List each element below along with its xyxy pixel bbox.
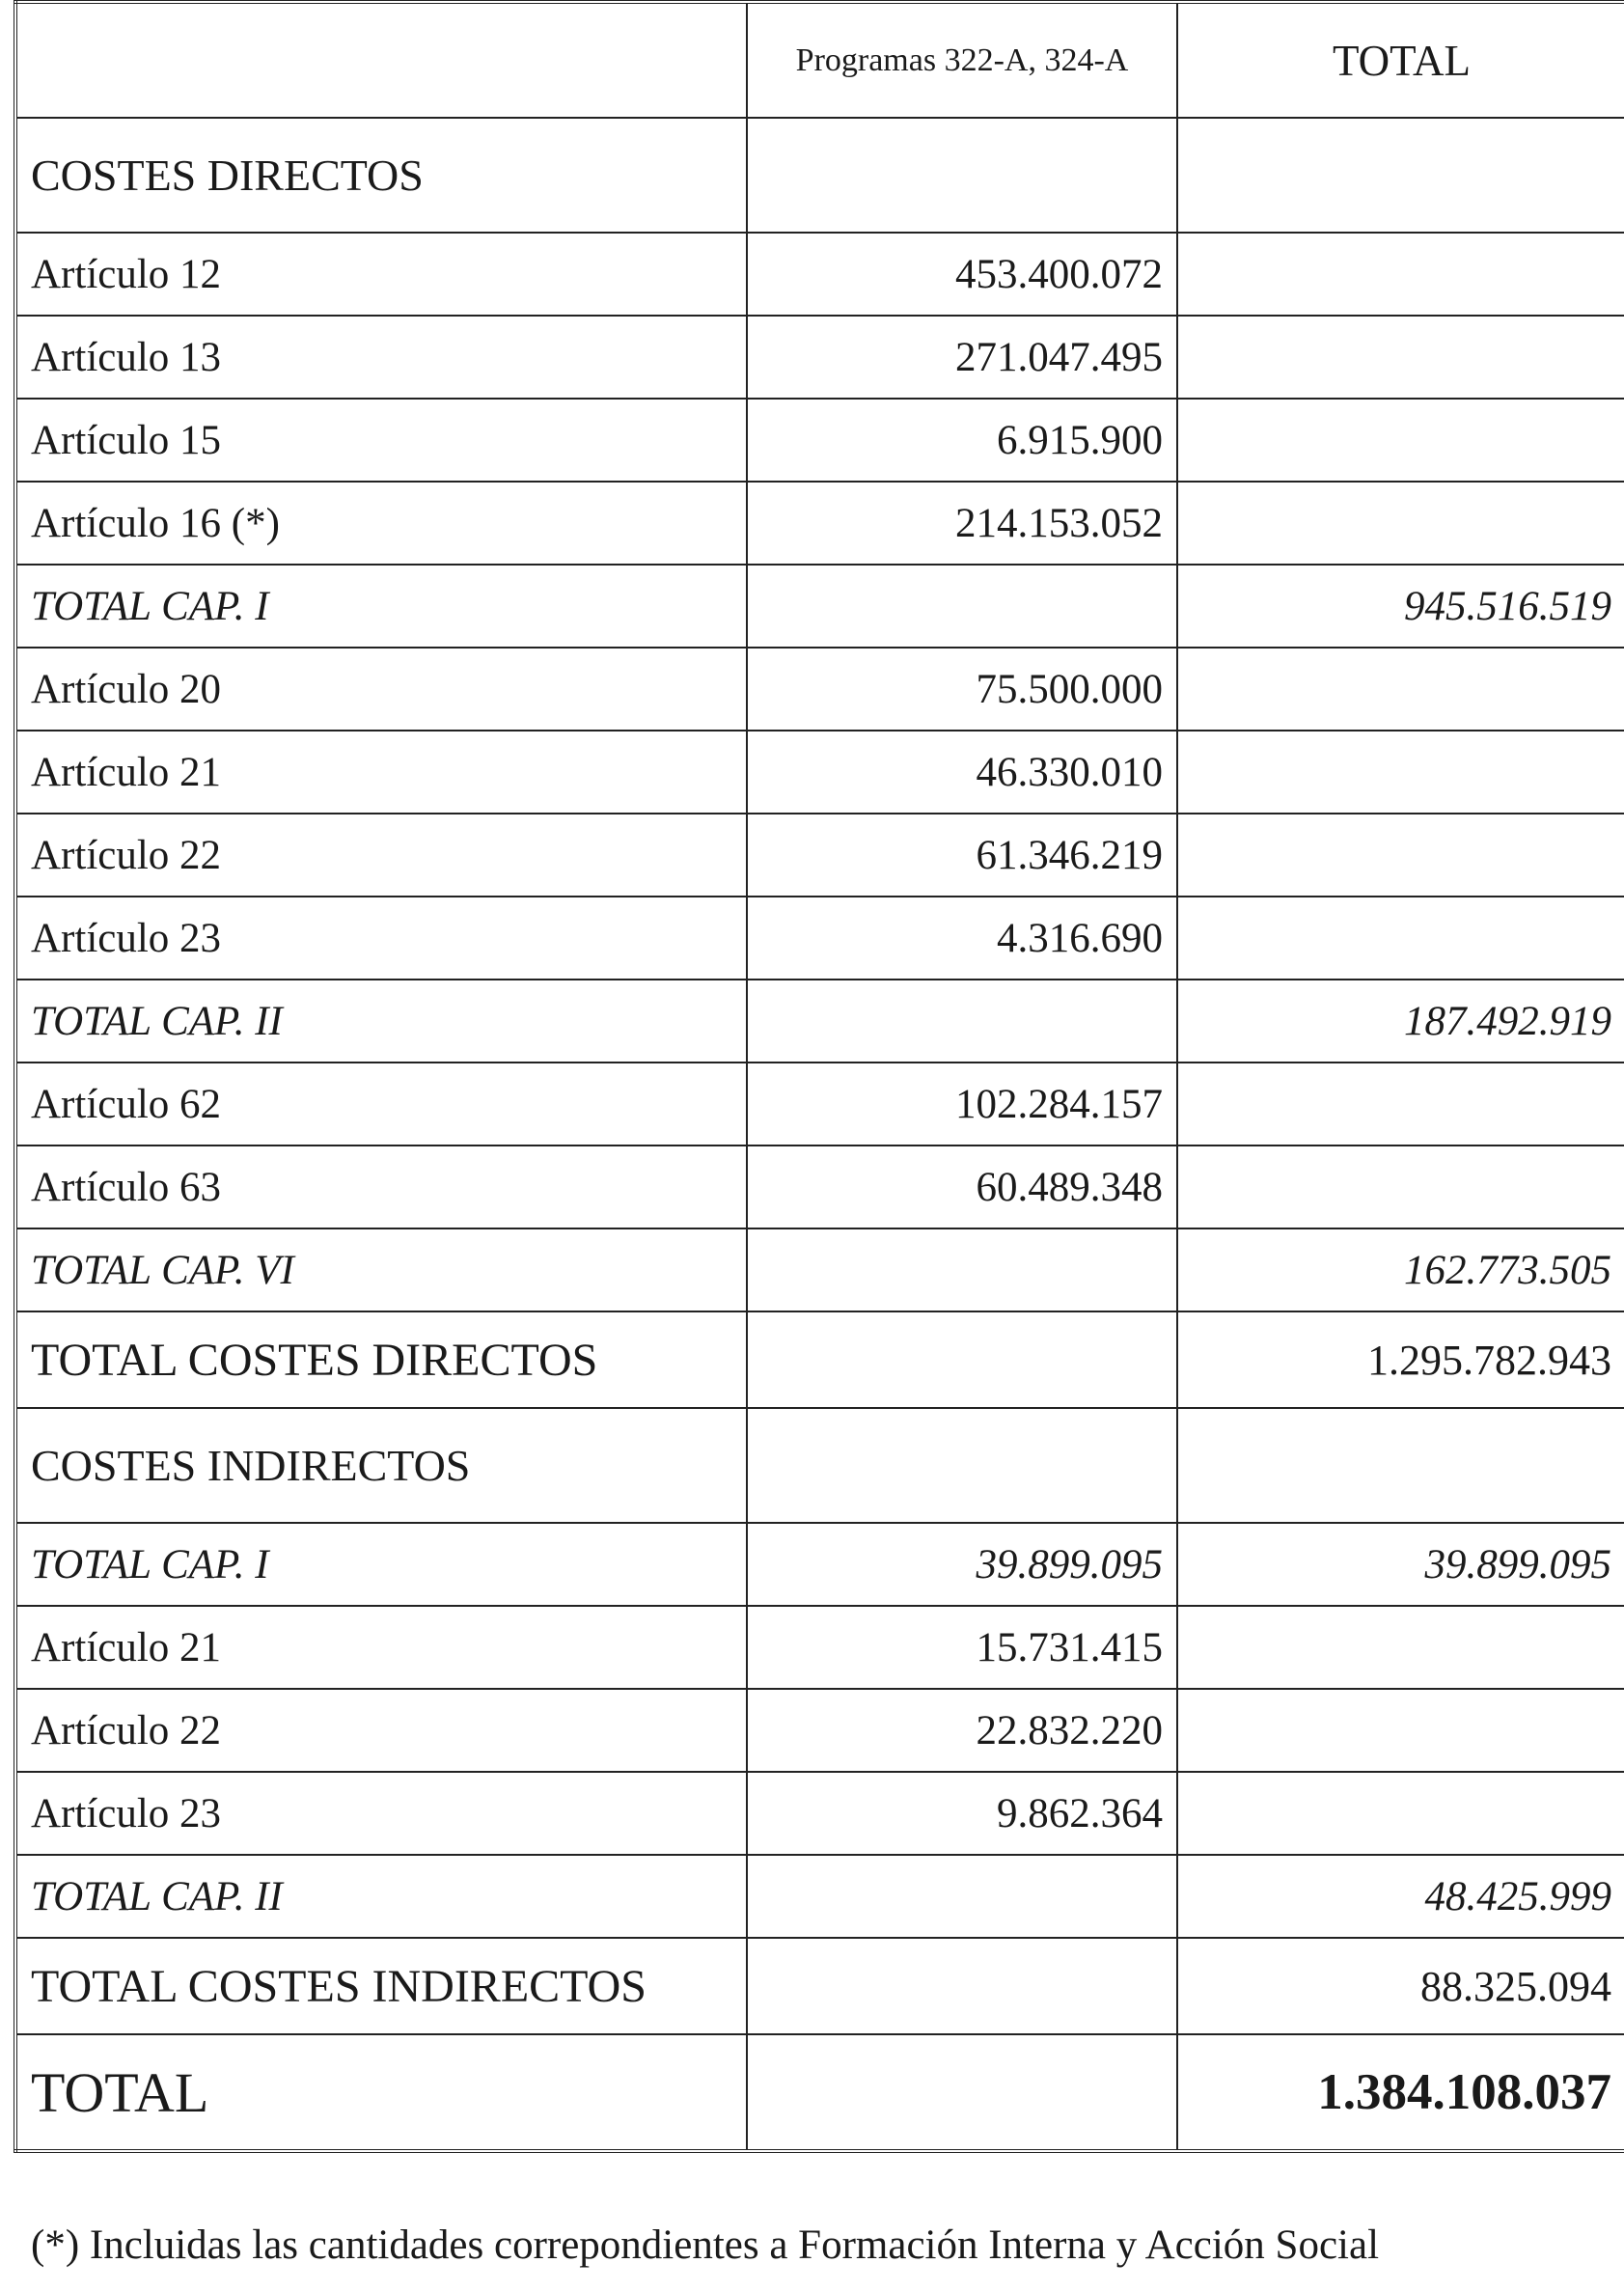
row-label: TOTAL CAP. I bbox=[15, 1523, 747, 1606]
row-label: Artículo 63 bbox=[15, 1146, 747, 1228]
row-label: Artículo 12 bbox=[15, 233, 747, 316]
table-row bbox=[15, 565, 1624, 648]
row-total-amount bbox=[1177, 1063, 1624, 1146]
table-row bbox=[15, 980, 1624, 1063]
row-program-amount bbox=[747, 1311, 1177, 1408]
row-total-amount bbox=[1177, 1689, 1624, 1772]
table-row bbox=[15, 731, 1624, 814]
row-total-amount: 945.516.519 bbox=[1177, 565, 1624, 648]
row-total-amount bbox=[1177, 399, 1624, 482]
table-row bbox=[15, 814, 1624, 897]
row-label: Artículo 22 bbox=[15, 1689, 747, 1772]
row-program-amount: 9.862.364 bbox=[747, 1772, 1177, 1855]
row-label: TOTAL CAP. II bbox=[15, 980, 747, 1063]
row-label: TOTAL COSTES DIRECTOS bbox=[15, 1311, 747, 1408]
header-concept bbox=[15, 2, 747, 118]
table-row bbox=[15, 897, 1624, 980]
table-row bbox=[15, 399, 1624, 482]
table-row bbox=[15, 1523, 1624, 1606]
row-label: TOTAL CAP. I bbox=[15, 565, 747, 648]
row-total-amount bbox=[1177, 118, 1624, 233]
table-body bbox=[15, 118, 1624, 2151]
row-program-amount: 214.153.052 bbox=[747, 482, 1177, 565]
row-label: Artículo 22 bbox=[15, 814, 747, 897]
row-total-amount bbox=[1177, 648, 1624, 731]
row-total-amount: 48.425.999 bbox=[1177, 1855, 1624, 1938]
row-program-amount: 271.047.495 bbox=[747, 316, 1177, 399]
row-program-amount: 39.899.095 bbox=[747, 1523, 1177, 1606]
table-row bbox=[15, 1772, 1624, 1855]
row-program-amount: 453.400.072 bbox=[747, 233, 1177, 316]
row-program-amount: 60.489.348 bbox=[747, 1146, 1177, 1228]
row-program-amount bbox=[747, 980, 1177, 1063]
table-row bbox=[15, 1408, 1624, 1523]
row-program-amount: 15.731.415 bbox=[747, 1606, 1177, 1689]
row-program-amount: 102.284.157 bbox=[747, 1063, 1177, 1146]
row-label: Artículo 23 bbox=[15, 897, 747, 980]
row-total-amount: 88.325.094 bbox=[1177, 1938, 1624, 2034]
row-label: Artículo 15 bbox=[15, 399, 747, 482]
row-label: TOTAL COSTES INDIRECTOS bbox=[15, 1938, 747, 2034]
table-row bbox=[15, 316, 1624, 399]
table-row bbox=[15, 1228, 1624, 1311]
row-label: Artículo 21 bbox=[15, 731, 747, 814]
row-program-amount: 46.330.010 bbox=[747, 731, 1177, 814]
table-header-row bbox=[15, 2, 1624, 118]
row-label: Artículo 62 bbox=[15, 1063, 747, 1146]
table-row bbox=[15, 482, 1624, 565]
row-program-amount bbox=[747, 118, 1177, 233]
row-program-amount bbox=[747, 1408, 1177, 1523]
row-label: TOTAL CAP. II bbox=[15, 1855, 747, 1938]
row-total-amount: 39.899.095 bbox=[1177, 1523, 1624, 1606]
row-label: Artículo 13 bbox=[15, 316, 747, 399]
table-row bbox=[15, 1063, 1624, 1146]
row-label: Artículo 20 bbox=[15, 648, 747, 731]
row-total-amount: 1.295.782.943 bbox=[1177, 1311, 1624, 1408]
row-label: TOTAL bbox=[15, 2034, 747, 2151]
row-program-amount bbox=[747, 1938, 1177, 2034]
table-row bbox=[15, 233, 1624, 316]
row-label: Artículo 21 bbox=[15, 1606, 747, 1689]
header-total: TOTAL bbox=[1177, 2, 1624, 118]
row-program-amount: 75.500.000 bbox=[747, 648, 1177, 731]
row-label: COSTES DIRECTOS bbox=[15, 118, 747, 233]
row-program-amount: 4.316.690 bbox=[747, 897, 1177, 980]
row-total-amount bbox=[1177, 897, 1624, 980]
header-programs: Programas 322-A, 324-A bbox=[747, 2, 1177, 118]
row-total-amount bbox=[1177, 482, 1624, 565]
row-program-amount bbox=[747, 1855, 1177, 1938]
footnote: (*) Incluidas las cantidades correpondientes a Formación Interna y Acción Social bbox=[31, 2222, 1380, 2268]
row-label: Artículo 23 bbox=[15, 1772, 747, 1855]
row-total-amount bbox=[1177, 1146, 1624, 1228]
row-program-amount bbox=[747, 2034, 1177, 2151]
row-total-amount bbox=[1177, 731, 1624, 814]
row-label: TOTAL CAP. VI bbox=[15, 1228, 747, 1311]
row-total-amount bbox=[1177, 316, 1624, 399]
row-total-amount bbox=[1177, 233, 1624, 316]
table-row bbox=[15, 1689, 1624, 1772]
table-row bbox=[15, 648, 1624, 731]
row-total-amount: 187.492.919 bbox=[1177, 980, 1624, 1063]
row-total-amount bbox=[1177, 1606, 1624, 1689]
row-program-amount: 22.832.220 bbox=[747, 1689, 1177, 1772]
table-row bbox=[15, 1146, 1624, 1228]
row-program-amount: 61.346.219 bbox=[747, 814, 1177, 897]
cost-table bbox=[14, 0, 1624, 2153]
row-total-amount bbox=[1177, 1408, 1624, 1523]
row-total-amount bbox=[1177, 1772, 1624, 1855]
row-label: Artículo 16 (*) bbox=[15, 482, 747, 565]
table-row bbox=[15, 2034, 1624, 2151]
row-program-amount bbox=[747, 1228, 1177, 1311]
table-row bbox=[15, 118, 1624, 233]
row-total-amount: 1.384.108.037 bbox=[1177, 2034, 1624, 2151]
table-row bbox=[15, 1855, 1624, 1938]
row-label: COSTES INDIRECTOS bbox=[15, 1408, 747, 1523]
table-row bbox=[15, 1606, 1624, 1689]
cost-table-container bbox=[14, 0, 1624, 2153]
table-row bbox=[15, 1938, 1624, 2034]
row-total-amount: 162.773.505 bbox=[1177, 1228, 1624, 1311]
row-total-amount bbox=[1177, 814, 1624, 897]
row-program-amount bbox=[747, 565, 1177, 648]
row-program-amount: 6.915.900 bbox=[747, 399, 1177, 482]
table-row bbox=[15, 1311, 1624, 1408]
